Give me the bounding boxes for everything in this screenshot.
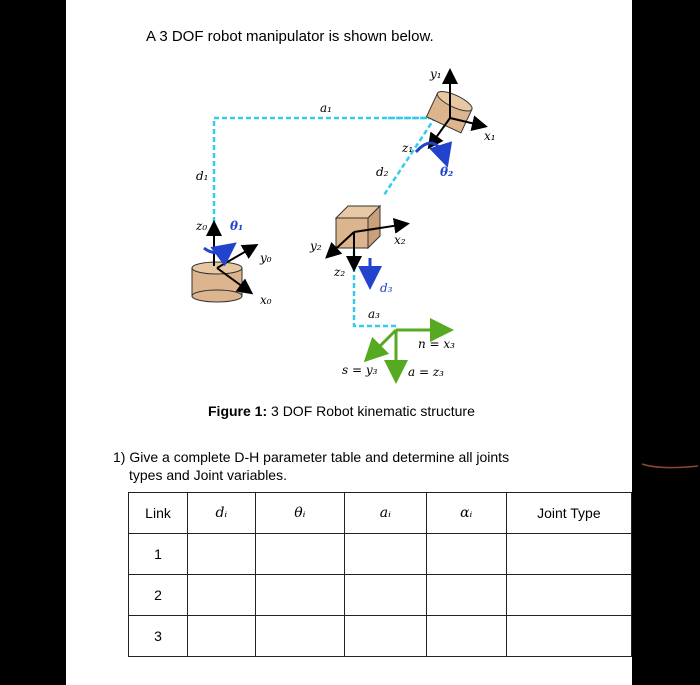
theta1-rotation-arrow bbox=[204, 246, 232, 253]
label-z0: z₀ bbox=[196, 219, 208, 233]
figure-caption-text: 3 DOF Robot kinematic structure bbox=[267, 403, 475, 419]
label-a-z3: a = z₃ bbox=[408, 365, 444, 379]
cell-a[interactable] bbox=[344, 575, 426, 616]
figure-caption bbox=[208, 403, 475, 419]
cell-joint-type[interactable] bbox=[506, 534, 631, 575]
label-y1: y₁ bbox=[430, 67, 442, 81]
header-theta: θᵢ bbox=[255, 493, 344, 534]
label-x1: x₁ bbox=[484, 129, 496, 143]
label-x2: x₂ bbox=[394, 233, 406, 247]
label-z1: z₁ bbox=[402, 141, 414, 155]
question-line-1: 1) Give a complete D-H parameter table and determine all joints bbox=[113, 449, 510, 465]
cell-alpha[interactable] bbox=[426, 616, 506, 657]
label-x0: x₀ bbox=[260, 293, 272, 307]
label-n-x3: n = x₃ bbox=[418, 337, 455, 351]
label-a3: a₃ bbox=[368, 307, 380, 321]
robot-diagram bbox=[66, 0, 632, 400]
label-theta2: θ₂ bbox=[440, 165, 454, 179]
header-d: dᵢ bbox=[188, 493, 256, 534]
label-theta1: θ₁ bbox=[230, 219, 244, 233]
cell-joint-type[interactable] bbox=[506, 616, 631, 657]
label-d2: d₂ bbox=[376, 165, 389, 179]
problem-heading: A 3 DOF robot manipulator is shown below. bbox=[146, 28, 434, 45]
s-y3-axis bbox=[368, 330, 396, 358]
label-d3: d₃ bbox=[380, 281, 393, 295]
row-link-number: 1 bbox=[129, 534, 188, 575]
header-joint-type: Joint Type bbox=[506, 493, 631, 534]
label-y2: y₂ bbox=[310, 239, 322, 253]
cell-theta[interactable] bbox=[255, 575, 344, 616]
document-page bbox=[66, 0, 632, 685]
cell-a[interactable] bbox=[344, 534, 426, 575]
header-alpha: αᵢ bbox=[426, 493, 506, 534]
label-y0: y₀ bbox=[260, 251, 272, 265]
question-line-2: types and Joint variables. bbox=[129, 467, 287, 483]
figure-caption-prefix: Figure 1: bbox=[208, 403, 268, 419]
cell-d[interactable] bbox=[188, 575, 256, 616]
label-s-y3: s = y₃ bbox=[342, 363, 378, 377]
table-header-row bbox=[129, 493, 632, 534]
pen-stroke-mark bbox=[640, 458, 700, 472]
header-a: aᵢ bbox=[344, 493, 426, 534]
header-link: Link bbox=[129, 493, 188, 534]
row-link-number: 3 bbox=[129, 616, 188, 657]
cell-a[interactable] bbox=[344, 616, 426, 657]
table-row bbox=[129, 575, 632, 616]
link-lines bbox=[214, 110, 454, 326]
cell-alpha[interactable] bbox=[426, 534, 506, 575]
dh-parameter-table bbox=[128, 492, 632, 657]
cell-theta[interactable] bbox=[255, 616, 344, 657]
question-1 bbox=[113, 448, 573, 484]
table-row bbox=[129, 616, 632, 657]
table-row bbox=[129, 534, 632, 575]
cell-theta[interactable] bbox=[255, 534, 344, 575]
row-link-number: 2 bbox=[129, 575, 188, 616]
cell-alpha[interactable] bbox=[426, 575, 506, 616]
cell-d[interactable] bbox=[188, 616, 256, 657]
label-d1: d₁ bbox=[196, 169, 209, 183]
label-z2: z₂ bbox=[334, 265, 346, 279]
cell-d[interactable] bbox=[188, 534, 256, 575]
label-a1: a₁ bbox=[320, 101, 332, 115]
cell-joint-type[interactable] bbox=[506, 575, 631, 616]
